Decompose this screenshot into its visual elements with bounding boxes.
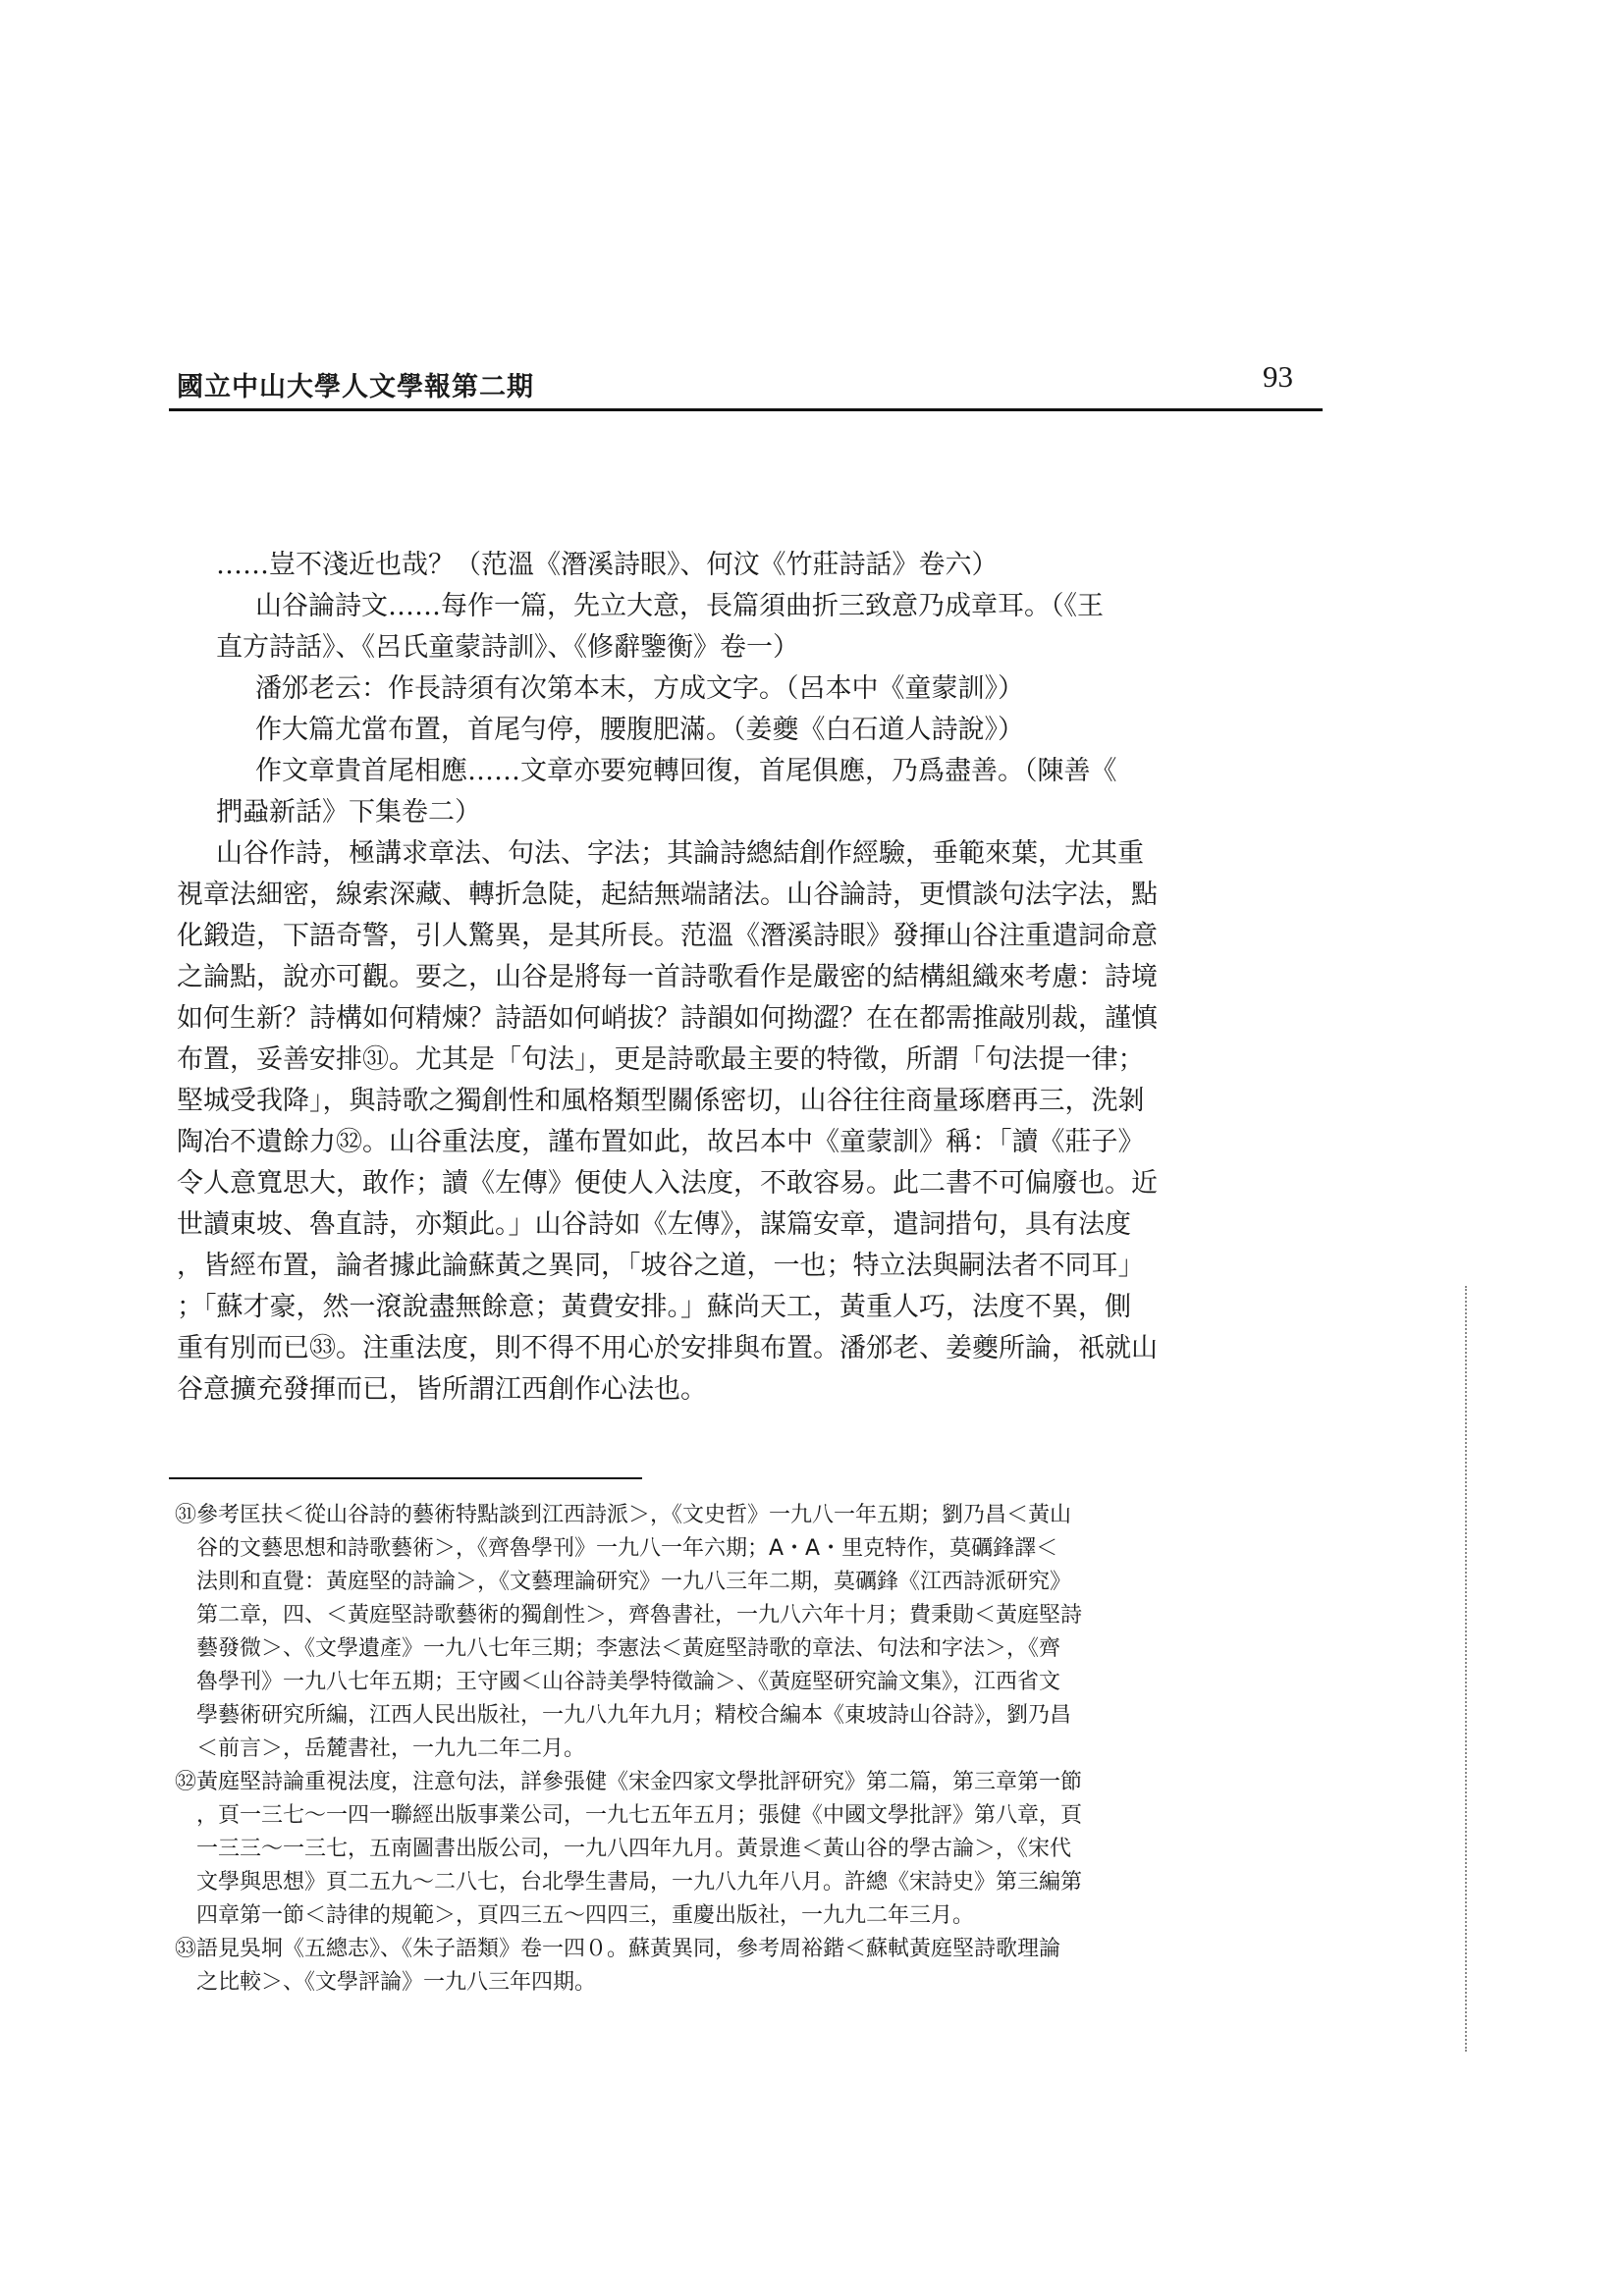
footnote-line: 藝發微＞、《文學遺產》一九八七年三期；李憲法＜黃庭堅詩歌的章法、句法和字法＞，《齊 (196, 1636, 1061, 1661)
footnote-line: 文學與思想》頁二五九～二八七，台北學生書局，一九八九年八月。許總《宋詩史》第三編第 (196, 1870, 1083, 1895)
footnote-31: ㉛參考匡扶＜從山谷詩的藝術特點談到江西詩派＞，《文史哲》一九八一年五期；劉乃昌＜黃山 (175, 1503, 1072, 1527)
paragraph-line: 山谷作詩，極講求章法、句法、字法；其論詩總結創作經驗，垂範來葉，尤其重 (216, 838, 1144, 869)
footnote-line: 法則和直覺：黃庭堅的詩論＞，《文藝理論研究》一九八三年二期，莫礪鋒《江西詩派研究》 (196, 1570, 1072, 1594)
footnote-line: 魯學刊》一九八七年五期；王守國＜山谷詩美學特徵論＞、《黃庭堅研究論文集》，江西省文 (196, 1670, 1061, 1694)
footnote-line: 之比較＞、《文學評論》一九八三年四期。 (196, 1970, 597, 1995)
quote-line: 作文章貴首尾相應……文章亦要宛轉回復，首尾俱應，乃爲盡善。（陳善《 (255, 756, 1117, 786)
footnote-separator (169, 1477, 642, 1479)
quote-line: ……豈不淺近也哉？（范溫《潛溪詩眼》、何汶《竹莊詩話》卷六） (216, 550, 999, 580)
paragraph-line: 令人意寬思大，敢作；讀《左傳》便使人入法度，不敢容易。此二書不可偏廢也。近 (177, 1168, 1158, 1199)
footnote-line: 四章第一節＜詩律的規範＞，頁四三五～四四三，重慶出版社，一九九二年三月。 (196, 1903, 975, 1928)
paragraph-line: 陶冶不遺餘力㉜。山谷重法度，謹布置如此，故呂本中《童蒙訓》稱：「讀《莊子》 (177, 1127, 1145, 1157)
quote-line: 潘邠老云：作長詩須有次第本末，方成文字。（呂本中《童蒙訓》） (255, 673, 1024, 704)
scan-margin-mark (1465, 1286, 1467, 2052)
paragraph-line: 重有別而已㉝。注重法度，則不得不用心於安排與布置。潘邠老、姜夔所論，祇就山 (177, 1333, 1158, 1363)
footnotes (175, 1499, 1284, 2000)
paragraph-line: 堅城受我降」，與詩歌之獨創性和風格類型關係密切，山谷往往商量琢磨再三，洗剝 (177, 1086, 1145, 1116)
footnote-line: ＜前言＞，岳麓書社，一九九二年二月。 (196, 1736, 586, 1761)
page-number: 93 (1263, 359, 1293, 394)
paragraph-line: 之論點，說亦可觀。要之，山谷是將每一首詩歌看作是嚴密的結構組織來考慮：詩境 (177, 962, 1158, 992)
quote-line: 作大篇尤當布置，首尾勻停，腰腹肥滿。（姜夔《白石道人詩說》） (255, 715, 1024, 745)
paragraph-line: 視章法細密，線索深藏、轉折急陡，起結無端諸法。山谷論詩，更慣談句法字法，點 (177, 880, 1158, 910)
main-text (177, 545, 1276, 1411)
footnote-33: ㉝語見吳坰《五總志》、《朱子語類》卷一四０。蘇黃異同，參考周裕鍇＜蘇軾黃庭堅詩歌理論 (175, 1937, 1061, 1961)
footnote-32: ㉜黃庭堅詩論重視法度，注意句法，詳參張健《宋金四家文學批評研究》第二篇，第三章第一節 (175, 1770, 1083, 1794)
paragraph-line: 化鍛造，下語奇警，引人驚異，是其所長。范溫《潛溪詩眼》發揮山谷注重遣詞命意 (177, 921, 1158, 951)
footnote-line: 第二章，四、＜黃庭堅詩歌藝術的獨創性＞，齊魯書社，一九八六年十月；費秉勛＜黃庭堅詩 (196, 1603, 1083, 1628)
paragraph-line: 世讀東坡、魯直詩，亦類此。」山谷詩如《左傳》，謀篇安章，遣詞措句，具有法度 (177, 1209, 1131, 1240)
paragraph-line: ；「蘇才豪，然一滾說盡無餘意；黃費安排。」蘇尚天工，黃重人巧，法度不異，側 (177, 1292, 1131, 1322)
paragraph-line: 谷意擴充發揮而已，皆所謂江西創作心法也。 (177, 1374, 707, 1405)
footnote-line: 一三三～一三七，五南圖書出版公司，一九八四年九月。黃景進＜黃山谷的學古論＞，《宋代 (196, 1837, 1072, 1861)
footnote-line: 學藝術研究所編，江西人民出版社，一九八九年九月；精校合編本《東坡詩山谷詩》，劉乃昌 (196, 1703, 1072, 1728)
quote-line: 捫蝨新話》下集卷二） (216, 797, 481, 828)
footnote-line: 谷的文藝思想和詩歌藝術＞，《齊魯學刊》一九八一年六期；A・A・里克特作，莫礪鋒譯＜ (196, 1536, 1058, 1561)
paragraph-line: 如何生新？詩構如何精煉？詩語如何峭拔？詩韻如何拗澀？在在都需推敲別裁，謹慎 (177, 1003, 1158, 1034)
footnote-line: ，頁一三七～一四一聯經出版事業公司，一九七五年五月；張健《中國文學批評》第八章，頁 (196, 1803, 1083, 1828)
quote-line: 山谷論詩文……每作一篇，先立大意，長篇須曲折三致意乃成章耳。（《王 (255, 591, 1104, 621)
paragraph-line: ，皆經布置，論者據此論蘇黃之異同，「坡谷之道，一也；特立法與嗣法者不同耳」 (177, 1251, 1145, 1281)
quote-line: 直方詩話》、《呂氏童蒙詩訓》、《修辭鑒衡》卷一） (216, 632, 799, 663)
journal-title: 國立中山大學人文學報第二期 (177, 372, 534, 402)
paragraph-line: 布置，妥善安排㉛。尤其是「句法」，更是詩歌最主要的特徵，所謂「句法提一律； (177, 1044, 1145, 1075)
running-header (169, 359, 1323, 411)
